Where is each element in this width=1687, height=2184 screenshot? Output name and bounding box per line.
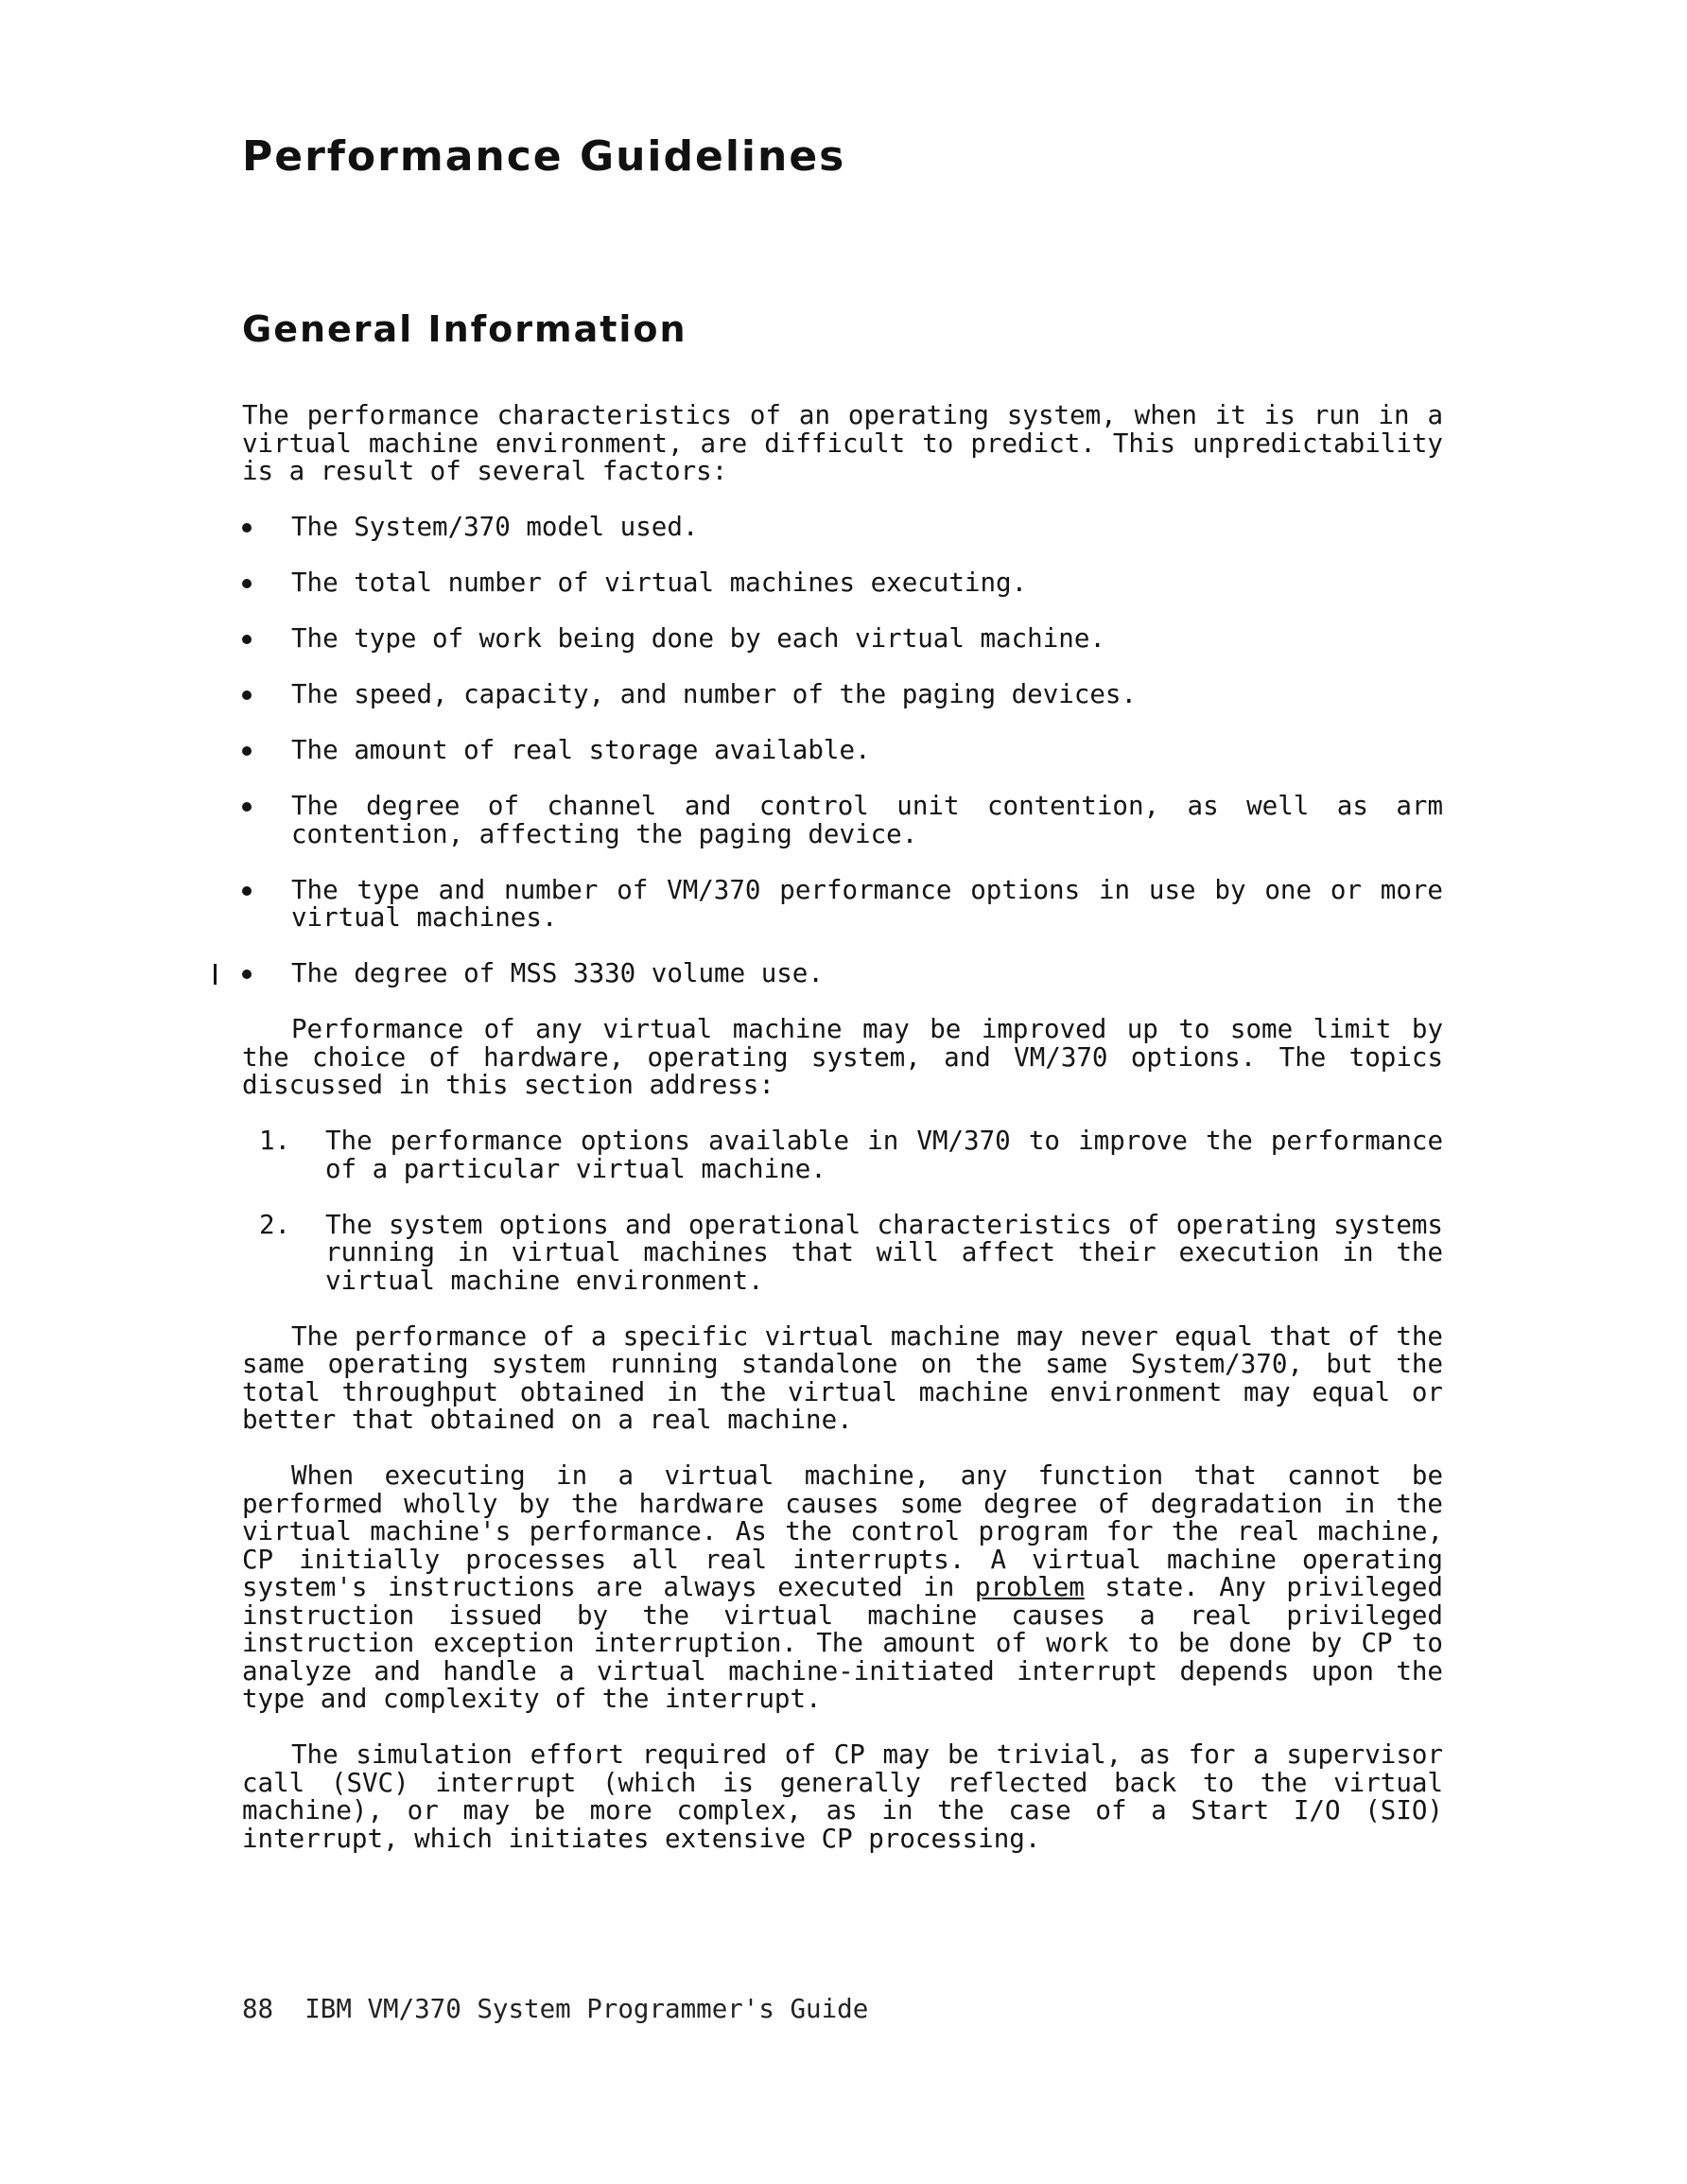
body-text: [242, 402, 1443, 1881]
list-number: 2.: [259, 1209, 291, 1240]
bullet-icon: [242, 886, 252, 896]
executing-paragraph: [242, 1462, 1443, 1714]
list-item-text: The type of work being done by each virtual machine.: [291, 623, 1105, 654]
list-item-text: The type and number of VM/370 performance options in use by one or more virtual machines.: [291, 874, 1443, 933]
list-item: [242, 681, 1443, 709]
list-item-text: The performance options available in VM/370 to improve the performance of a particular virtual machine.: [325, 1126, 1443, 1184]
executing-text-part-2: state. Any privileged instruction issued by the virtual machine causes a real privileged instruction exception interruption. The amount of work to be done by CP to analyze and handle a virtual machine-initiated interrupt depends upon the type and complexity of the interrupt.: [242, 1572, 1443, 1714]
list-number: 1.: [259, 1126, 291, 1156]
list-item-text: The system options and operational characteristics of operating systems running in virtual machines that will affect their execution in the virtual machine environment.: [325, 1209, 1443, 1296]
bullet-icon: [242, 690, 252, 700]
list-item-text: The speed, capacity, and number of the paging devices.: [291, 679, 1138, 709]
bullet-icon: [242, 635, 252, 644]
emphasized-term: problem: [974, 1572, 1085, 1602]
bullet-icon: [242, 523, 252, 533]
list-item: [242, 737, 1443, 765]
section-heading: General Information: [242, 308, 687, 350]
bullet-icon: [242, 746, 252, 756]
list-item-text: The total number of virtual machines executing.: [291, 568, 1028, 598]
improve-paragraph: Performance of any virtual machine may be improved up to some limit by the choice of hardware, operating system, and VM/370 options. The topics discussed in this section address:: [242, 1014, 1443, 1100]
list-item: [242, 1127, 1443, 1183]
revision-bar: [214, 964, 217, 985]
simulation-paragraph: The simulation effort required of CP may be trivial, as for a supervisor call (SVC) interrupt (which is generally reflected back to the virtual machine), or may be more complex, as in the case of a Start I/O (SIO) interrupt, which initiates extensive CP processing.: [242, 1739, 1443, 1854]
bullet-icon: [242, 970, 252, 979]
list-item: [242, 1209, 1443, 1296]
factor-list: [242, 514, 1443, 988]
list-item: [242, 960, 1443, 988]
list-item: [242, 874, 1443, 933]
list-item-text: The amount of real storage available.: [291, 735, 871, 765]
list-item-text: The degree of MSS 3330 volume use.: [291, 958, 824, 988]
intro-paragraph: The performance characteristics of an operating system, when it is run in a virtual machine environment, are difficult to predict. This unpredictability is a result of several factors:: [242, 400, 1443, 486]
executing-text-part-1: When executing in a virtual machine, any function that cannot be performed wholly by the hardware causes some degree of degradation in the virtual machine's performance. As the control program for the real machine, CP initially processes all real interrupts. A virtual machine operating system's instructions are always executed in: [242, 1460, 1443, 1602]
list-item: [242, 625, 1443, 654]
page-footer: 88 IBM VM/370 System Programmer's Guide: [242, 1994, 869, 2024]
bullet-icon: [242, 579, 252, 588]
list-item: [242, 514, 1443, 542]
list-item: [242, 793, 1443, 848]
list-item-text: The degree of channel and control unit contention, as well as arm contention, affecting the paging device.: [291, 791, 1443, 849]
page-title: Performance Guidelines: [242, 132, 846, 181]
topic-list: [242, 1127, 1443, 1295]
bullet-icon: [242, 802, 252, 812]
specific-performance-paragraph: The performance of a specific virtual machine may never equal that of the same operating system running standalone on the same System/370, but the total throughput obtained in the virtual machine environment may equal or better that obtained on a real machine.: [242, 1320, 1443, 1435]
list-item-text: The System/370 model used.: [291, 512, 699, 542]
list-item: [242, 569, 1443, 598]
